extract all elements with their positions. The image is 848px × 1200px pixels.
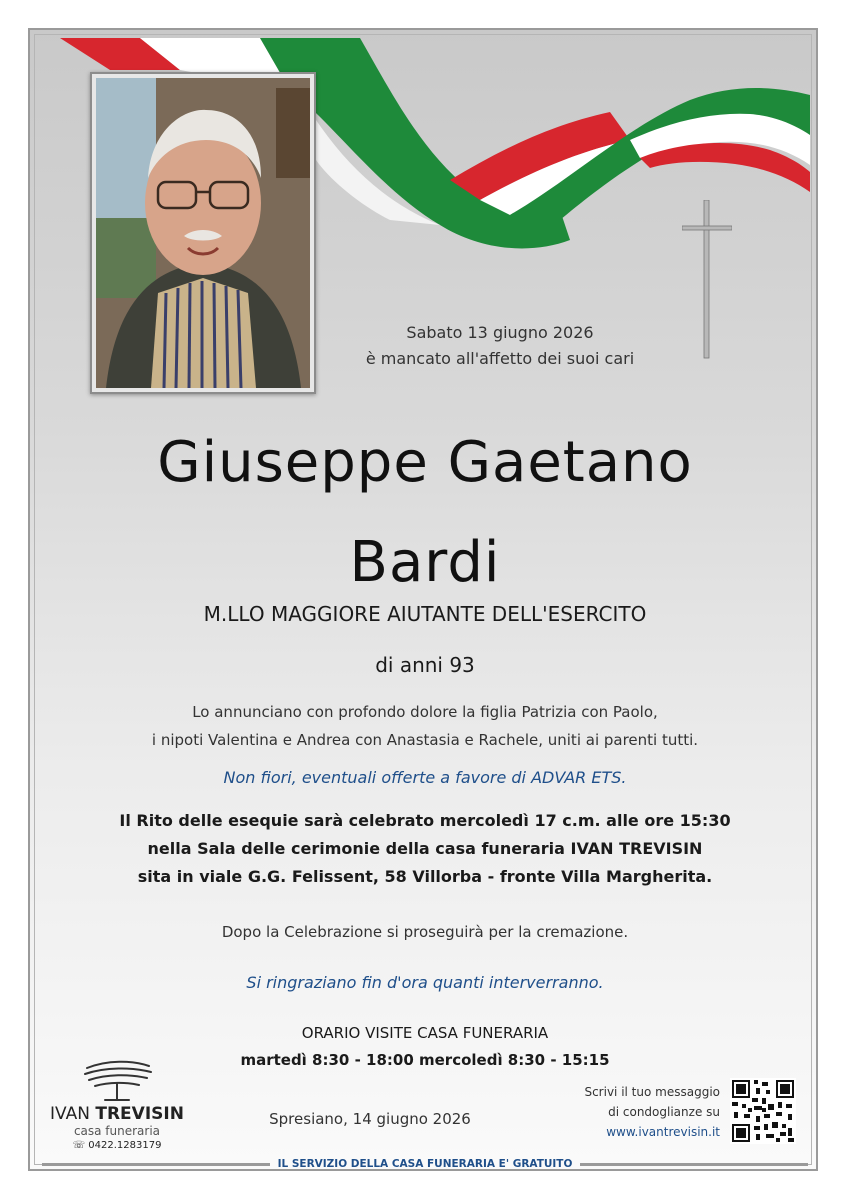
family-announcement: [30, 698, 818, 754]
announcement: [330, 320, 670, 372]
thanks-note: Si ringraziano fin d'ora quanti interverranno.: [246, 973, 604, 992]
logo-name-bold: TREVISIN: [95, 1104, 184, 1124]
footer: [30, 1156, 818, 1171]
obituary-sheet: [28, 28, 818, 1171]
logo-name: [42, 1104, 192, 1124]
portrait-photo: [96, 78, 310, 388]
family-line-1: Lo annunciano con profondo dolore la figlia Patrizia con Paolo,: [192, 703, 658, 721]
no-flowers-note: Non fiori, eventuali offerte a favore di ADVAR ETS.: [223, 768, 627, 787]
portrait-frame: [90, 72, 316, 394]
family-line-2: i nipoti Valentina e Andrea con Anastasia e Rachele, uniti ai parenti tutti.: [151, 731, 699, 749]
deceased-rank: M.LLO MAGGIORE AIUTANTE DELL'ESERCITO: [203, 602, 647, 626]
deceased-first-names: Giuseppe Gaetano: [157, 430, 693, 495]
portrait-illustration: [96, 78, 310, 388]
deceased-age: di anni 93: [375, 653, 475, 677]
phone-icon: ☏: [72, 1140, 86, 1151]
footer-text: IL SERVIZIO DELLA CASA FUNERARIA E' GRATUITO: [270, 1158, 581, 1170]
logo-subtitle: casa funeraria: [73, 1124, 161, 1138]
place-and-date: Spresiano, 14 giugno 2026: [269, 1110, 471, 1128]
cremation-note: Dopo la Celebrazione si proseguirà per la cremazione.: [221, 923, 629, 941]
logo-name-light: IVAN: [50, 1104, 96, 1124]
condolences-note: [550, 1082, 720, 1142]
visiting-hours-text: martedì 8:30 - 18:00 mercoledì 8:30 - 15:15: [240, 1051, 610, 1069]
deceased-surname: Bardi: [349, 530, 501, 595]
visiting-title: ORARIO VISITE CASA FUNERARIA: [301, 1024, 549, 1042]
ceremony-line-3: sita in viale G.G. Felissent, 58 Villorba - fronte Villa Margherita.: [137, 867, 713, 886]
ceremony-info: [30, 807, 818, 891]
ceremony-line-2: nella Sala delle cerimonie della casa funeraria IVAN TREVISIN: [147, 839, 703, 858]
tree-logo-icon: [77, 1058, 157, 1102]
cross-icon: [682, 200, 732, 360]
footer-text-wrap: [30, 1156, 818, 1171]
condolences-line-2: di condoglianze su: [608, 1105, 720, 1119]
condolences-line-1: Scrivi il tuo messaggio: [584, 1085, 720, 1099]
logo-phone-row: [42, 1138, 192, 1154]
condolences-site-link[interactable]: www.ivantrevisin.it: [606, 1125, 720, 1139]
logo-phone: 0422.1283179: [88, 1140, 162, 1151]
qr-code-icon[interactable]: [730, 1078, 796, 1144]
announcement-text: è mancato all'affetto dei suoi cari: [365, 349, 635, 368]
death-date: Sabato 13 giugno 2026: [406, 323, 594, 342]
ceremony-line-1: Il Rito delle esequie sarà celebrato mercoledì 17 c.m. alle ore 15:30: [119, 811, 731, 830]
funeral-home-logo: [42, 1058, 192, 1154]
